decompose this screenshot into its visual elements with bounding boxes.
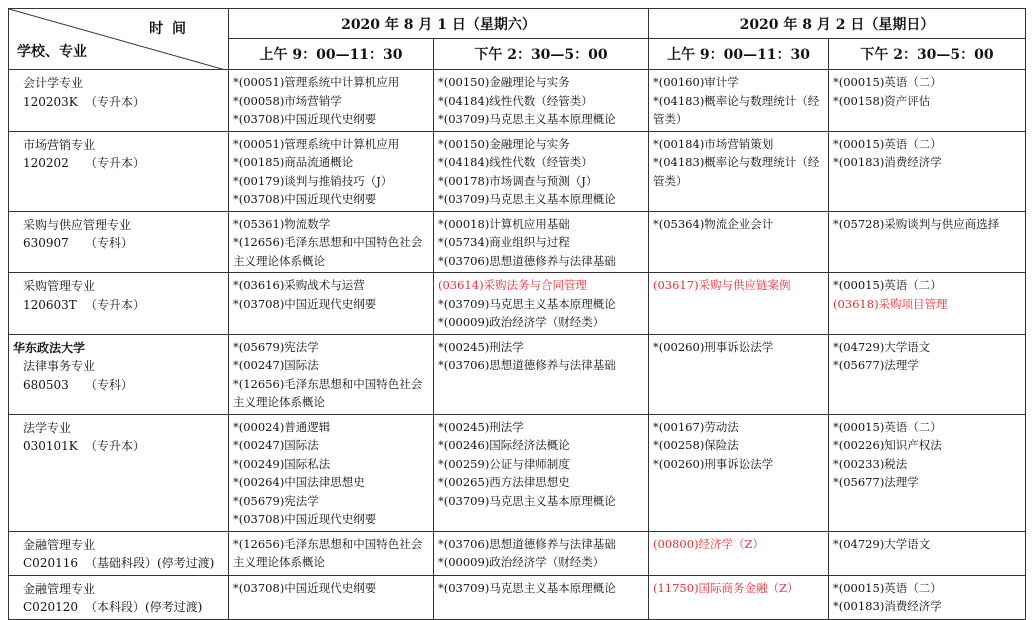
course-item: *(00245)刑法学 <box>438 419 524 434</box>
exam-slot-cell <box>434 70 649 132</box>
table-row <box>9 273 1026 335</box>
exam-slot-cell <box>649 334 829 414</box>
course-item: *(00179)谈判与推销技巧（J） <box>233 173 393 188</box>
exam-slot-cell <box>229 334 434 414</box>
course-item: (00800)经济学（Z） <box>653 536 765 551</box>
course-item: *(00246)国际经济法概论 <box>438 438 570 452</box>
major-level: （专升本） <box>85 297 146 312</box>
course-item: *(00051)管理系统中计算机应用 <box>233 75 400 89</box>
exam-slot-cell <box>434 334 649 414</box>
exam-slot-cell <box>829 211 1026 273</box>
course-item: *(03709)马克思主义基本原理概论 <box>438 580 616 595</box>
major-level: （专升本） <box>85 439 146 453</box>
exam-slot-cell <box>434 131 649 211</box>
major-name: 金融管理专业 <box>23 581 96 596</box>
table-row <box>9 211 1026 273</box>
time-label: 时 间 <box>149 21 188 37</box>
course-item: *(05677)法理学 <box>833 475 919 489</box>
slot-header-day2-afternoon: 下午 2：30—5：00 <box>829 39 1026 70</box>
major-level: （专升本） <box>85 156 146 170</box>
course-item: *(12656)毛泽东思想和中国特色社会主义理论体系概论 <box>233 235 423 268</box>
major-name: 市场营销专业 <box>23 137 96 152</box>
course-item: *(00247)国际法 <box>233 358 319 372</box>
table-row <box>9 131 1026 211</box>
date-header-day1: 2020 年 8 月 1 日（星期六） <box>229 9 649 39</box>
course-item: *(04729)大学语文 <box>833 536 931 551</box>
slot-header-day1-morning: 上午 9：00—11：30 <box>229 39 434 70</box>
course-item: *(00183)消费经济学 <box>833 155 942 169</box>
course-item: *(00015)英语（二） <box>833 136 942 151</box>
major-code: C020116 <box>23 556 78 570</box>
course-item: *(05677)法理学 <box>833 358 919 372</box>
course-item: *(00260)刑事诉讼法学 <box>653 456 774 471</box>
course-item: *(00018)计算机应用基础 <box>438 216 570 231</box>
major-level: （专科） <box>85 377 134 392</box>
course-item: *(00249)国际私法 <box>233 456 331 471</box>
course-item: (11750)国际商务金融（Z） <box>653 580 799 595</box>
school-major-cell <box>9 414 229 531</box>
exam-slot-cell <box>829 575 1026 619</box>
major-level: （专升本） <box>85 94 146 109</box>
course-item: *(00265)西方法律思想史 <box>438 475 570 489</box>
course-item: *(00178)市场调查与预测（J） <box>438 173 598 188</box>
school-major-cell <box>9 211 229 273</box>
course-item: *(00226)知识产权法 <box>833 438 942 452</box>
exam-slot-cell <box>229 575 434 619</box>
school-major-cell <box>9 273 229 335</box>
exam-slot-cell <box>229 211 434 273</box>
major-code: 680503 <box>23 377 69 392</box>
major-name: 法学专业 <box>23 420 72 435</box>
table-row <box>9 575 1026 619</box>
course-item: *(00051)管理系统中计算机应用 <box>233 136 400 151</box>
major-name: 采购管理专业 <box>23 279 96 293</box>
exam-slot-cell <box>829 414 1026 531</box>
exam-slot-cell <box>434 414 649 531</box>
exam-slot-cell <box>434 575 649 619</box>
course-item: *(04184)线性代数（经管类） <box>438 155 593 169</box>
course-item: *(04183)概率论与数理统计（经管类） <box>653 93 820 126</box>
course-item: *(03708)中国近现代史纲要 <box>233 112 377 126</box>
major-level: （基础科段）(停考过渡) <box>85 556 215 570</box>
course-item: *(03709)马克思主义基本原理概论 <box>438 112 616 126</box>
course-item: (03617)采购与供应链案例 <box>653 278 791 292</box>
course-item: *(05679)宪法学 <box>233 493 319 508</box>
course-item: *(00247)国际法 <box>233 438 319 452</box>
course-item: *(04183)概率论与数理统计（经管类） <box>653 155 820 188</box>
course-item: *(00233)税法 <box>833 456 908 471</box>
course-item: *(00024)普通逻辑 <box>233 419 331 434</box>
major-code: 120603T <box>23 297 77 312</box>
course-item: *(03709)马克思主义基本原理概论 <box>438 296 616 311</box>
major-code: 120203K <box>23 94 78 109</box>
major-name: 会计学专业 <box>23 76 84 90</box>
exam-slot-cell <box>229 531 434 575</box>
slot-header-day1-afternoon: 下午 2：30—5：00 <box>434 39 649 70</box>
course-item: *(05728)采购谈判与供应商选择 <box>833 216 1000 231</box>
exam-slot-cell <box>649 273 829 335</box>
exam-slot-cell <box>829 531 1026 575</box>
exam-slot-cell <box>649 575 829 619</box>
course-item: *(03706)思想道德修养与法律基础 <box>438 358 616 372</box>
table-row <box>9 334 1026 414</box>
exam-slot-cell <box>829 131 1026 211</box>
exam-slot-cell <box>434 531 649 575</box>
major-code: 120202 <box>23 156 69 170</box>
major-code: 630907 <box>23 236 69 250</box>
exam-slot-cell <box>229 273 434 335</box>
course-item: *(12656)毛泽东思想和中国特色社会主义理论体系概论 <box>233 536 423 569</box>
major-name: 采购与供应管理专业 <box>23 217 132 232</box>
exam-slot-cell <box>829 334 1026 414</box>
course-item: *(12656)毛泽东思想和中国特色社会主义理论体系概论 <box>233 376 423 409</box>
school-major-cell <box>9 575 229 619</box>
course-item: *(00009)政治经济学（财经类） <box>438 555 605 569</box>
course-item: *(00167)劳动法 <box>653 419 739 434</box>
course-item: (03618)采购项目管理 <box>833 296 948 311</box>
course-item: *(05361)物流数学 <box>233 216 331 231</box>
course-item: *(05364)物流企业会计 <box>653 216 774 231</box>
table-row <box>9 531 1026 575</box>
course-item: *(03706)思想道德修养与法律基础 <box>438 536 616 551</box>
course-item: (03614)采购法务与合同管理 <box>438 278 588 292</box>
course-item: *(05734)商业组织与过程 <box>438 235 570 249</box>
course-item: *(04184)线性代数（经管类） <box>438 93 593 108</box>
table-row <box>9 70 1026 132</box>
table-row <box>9 414 1026 531</box>
course-item: *(03709)马克思主义基本原理概论 <box>438 192 616 206</box>
course-item: *(00245)刑法学 <box>438 339 524 354</box>
course-item: *(00258)保险法 <box>653 438 739 452</box>
school-major-cell <box>9 334 229 414</box>
course-item: *(00183)消费经济学 <box>833 599 942 613</box>
exam-schedule-table <box>8 8 1026 620</box>
exam-slot-cell <box>229 131 434 211</box>
header-corner-cell <box>9 9 229 70</box>
exam-slot-cell <box>434 273 649 335</box>
course-item: *(00015)英语（二） <box>833 75 942 89</box>
course-item: *(00260)刑事诉讼法学 <box>653 339 774 354</box>
course-item: *(00015)英语（二） <box>833 278 942 292</box>
exam-slot-cell <box>829 70 1026 132</box>
major-code: 030101K <box>23 439 78 453</box>
school-major-label: 学校、专业 <box>17 44 87 60</box>
course-item: *(03706)思想道德修养与法律基础 <box>438 253 616 268</box>
school-major-cell <box>9 531 229 575</box>
course-item: *(03709)马克思主义基本原理概论 <box>438 493 616 508</box>
major-name: 法律事务专业 <box>23 359 96 373</box>
course-item: *(05679)宪法学 <box>233 339 319 354</box>
course-item: *(00185)商品流通概论 <box>233 155 354 169</box>
exam-slot-cell <box>229 70 434 132</box>
major-level: （专科） <box>85 236 134 250</box>
course-item: *(00160)审计学 <box>653 75 739 89</box>
exam-slot-cell <box>649 70 829 132</box>
date-header-day2: 2020 年 8 月 2 日（星期日） <box>649 9 1026 39</box>
course-item: *(00009)政治经济学（财经类） <box>438 315 605 329</box>
course-item: *(03708)中国近现代史纲要 <box>233 192 377 206</box>
course-item: *(00015)英语（二） <box>833 580 942 595</box>
course-item: *(03708)中国近现代史纲要 <box>233 580 377 595</box>
exam-slot-cell <box>649 211 829 273</box>
course-item: *(04729)大学语文 <box>833 339 931 354</box>
course-item: *(00264)中国法律思想史 <box>233 475 365 489</box>
course-item: *(03708)中国近现代史纲要 <box>233 296 377 311</box>
exam-slot-cell <box>649 414 829 531</box>
exam-slot-cell <box>829 273 1026 335</box>
school-major-cell <box>9 70 229 132</box>
major-code: C020120 <box>23 600 78 614</box>
course-item: *(03616)采购战术与运营 <box>233 278 365 292</box>
course-item: *(00259)公证与律师制度 <box>438 456 570 471</box>
slot-header-day2-morning: 上午 9：00—11：30 <box>649 39 829 70</box>
major-name: 金融管理专业 <box>23 537 96 552</box>
course-item: *(00058)市场营销学 <box>233 93 342 108</box>
course-item: *(00158)资产评估 <box>833 93 931 108</box>
exam-slot-cell <box>649 531 829 575</box>
exam-slot-cell <box>649 131 829 211</box>
course-item: *(00184)市场营销策划 <box>653 136 774 151</box>
school-major-cell <box>9 131 229 211</box>
course-item: *(00015)英语（二） <box>833 419 942 434</box>
course-item: *(03708)中国近现代史纲要 <box>233 512 377 526</box>
major-level: （本科段）(停考过渡) <box>85 600 203 614</box>
exam-slot-cell <box>434 211 649 273</box>
course-item: *(00150)金融理论与实务 <box>438 136 570 151</box>
exam-slot-cell <box>229 414 434 531</box>
university-name: 华东政法大学 <box>13 340 86 355</box>
course-item: *(00150)金融理论与实务 <box>438 75 570 89</box>
